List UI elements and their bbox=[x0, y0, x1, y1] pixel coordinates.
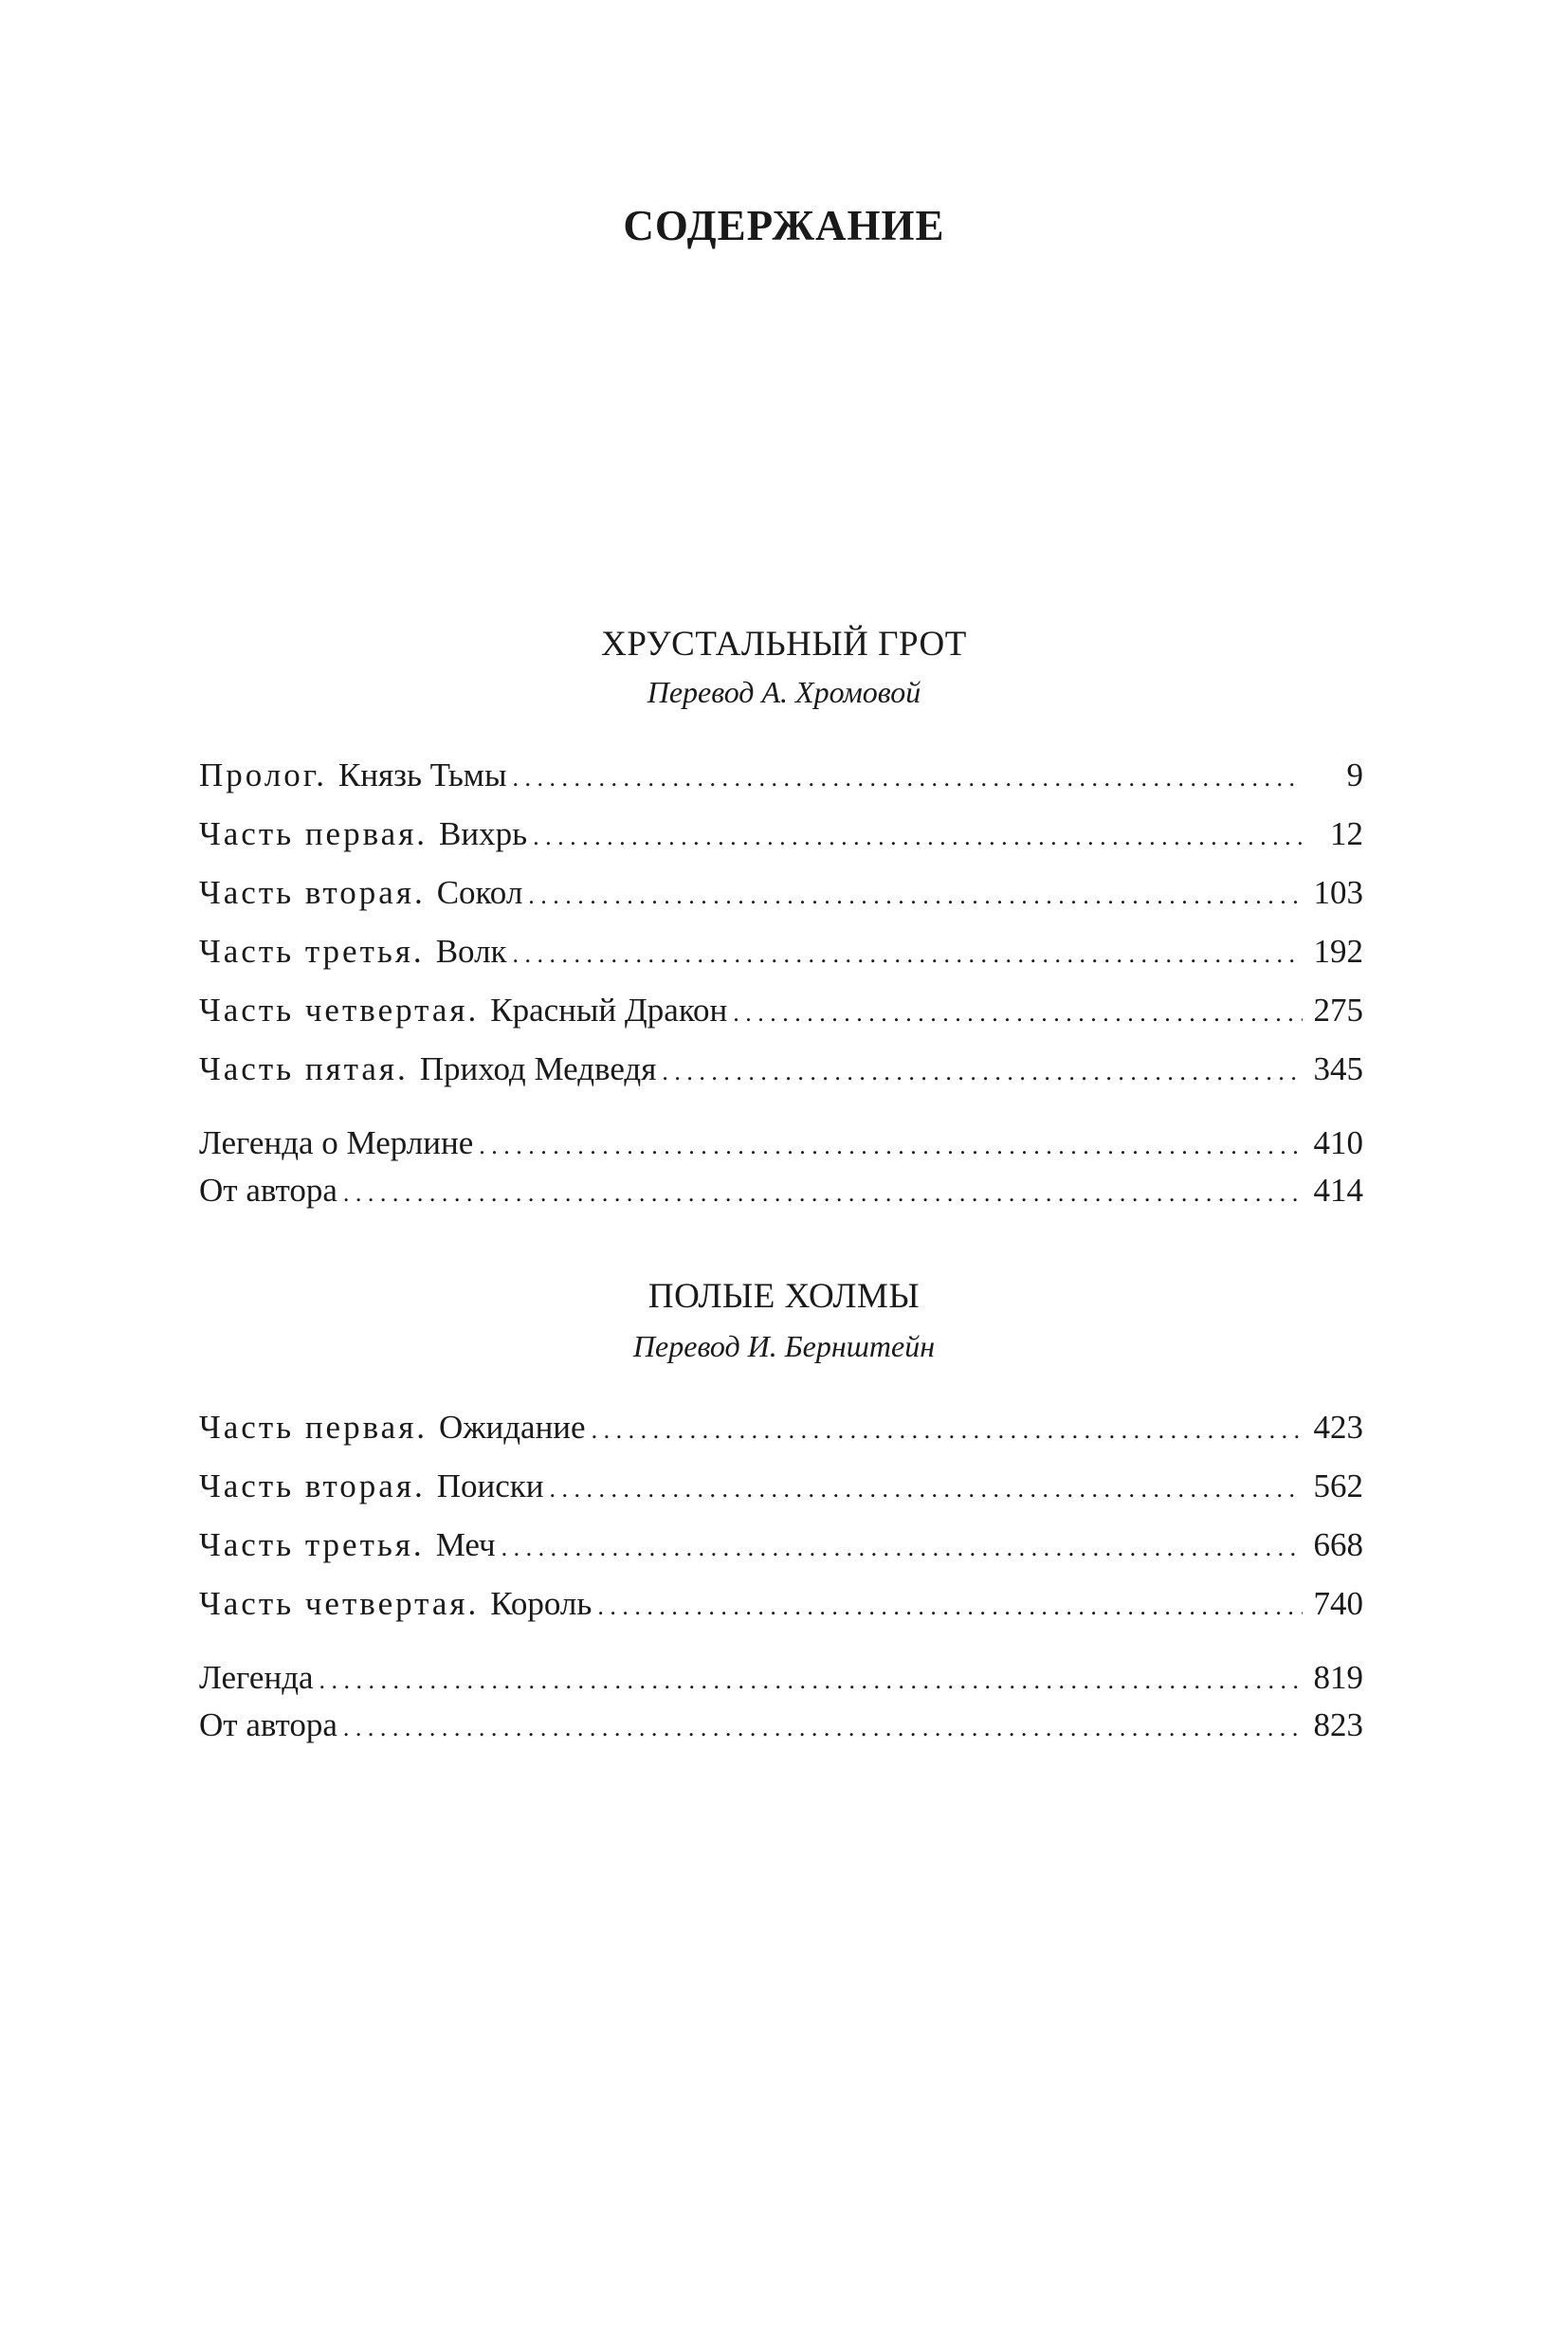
dot-leader bbox=[513, 935, 1303, 968]
toc-entry-title: От автора bbox=[199, 1172, 337, 1209]
toc-entry-title: Красный Дракон bbox=[490, 992, 728, 1029]
toc-entry-part: Часть четвертая. bbox=[199, 992, 480, 1029]
toc-entry-page: 9 bbox=[1346, 756, 1363, 793]
toc-entry-page: 410 bbox=[1313, 1124, 1363, 1161]
dot-leader bbox=[319, 1661, 1303, 1694]
toc-entry-title: Вихрь bbox=[439, 815, 528, 852]
dot-leader bbox=[549, 1469, 1303, 1503]
toc-entry-part-3[interactable] bbox=[199, 1528, 1363, 1561]
dot-leader bbox=[592, 1411, 1303, 1444]
toc-entry-part: Часть вторая. bbox=[199, 874, 426, 911]
dot-leader bbox=[733, 993, 1303, 1027]
toc-entry-part: Часть первая. bbox=[199, 1409, 428, 1446]
toc-entry-page: 562 bbox=[1313, 1467, 1363, 1504]
toc-entry-title: Легенда bbox=[199, 1659, 314, 1696]
dot-leader bbox=[343, 1174, 1303, 1207]
dot-leader bbox=[512, 758, 1303, 792]
toc-entry-part-3[interactable] bbox=[199, 935, 1363, 968]
toc-entry-legend[interactable] bbox=[199, 1661, 1363, 1694]
section-title-crystal-cave: ХРУСТАЛЬНЫЙ ГРОТ bbox=[601, 625, 967, 664]
toc-entry-title: Король bbox=[490, 1585, 593, 1622]
dot-leader bbox=[501, 1528, 1303, 1561]
page-title: СОДЕРЖАНИЕ bbox=[623, 202, 945, 249]
toc-entry-part: Часть пятая. bbox=[199, 1050, 409, 1087]
toc-entry-page: 12 bbox=[1330, 815, 1363, 852]
toc-entry-page: 740 bbox=[1313, 1585, 1363, 1622]
toc-entry-part: Часть первая. bbox=[199, 815, 428, 852]
toc-entry-part-1[interactable] bbox=[199, 1411, 1363, 1444]
toc-entry-page: 345 bbox=[1313, 1050, 1363, 1087]
toc-entry-page: 275 bbox=[1313, 992, 1363, 1029]
dot-leader bbox=[479, 1126, 1303, 1159]
toc-entry-part-1[interactable] bbox=[199, 817, 1363, 850]
toc-entry-part-2[interactable] bbox=[199, 1469, 1363, 1503]
toc-entry-title: Приход Медведя bbox=[419, 1050, 657, 1087]
toc-entry-part-4[interactable] bbox=[199, 993, 1363, 1027]
dot-leader bbox=[343, 1708, 1303, 1741]
toc-entry-part: Часть третья. bbox=[199, 1526, 425, 1563]
toc-entry-page: 668 bbox=[1313, 1526, 1363, 1563]
toc-entry-part: Пролог. bbox=[199, 756, 327, 793]
toc-entry-page: 414 bbox=[1313, 1172, 1363, 1209]
dot-leader bbox=[597, 1587, 1303, 1620]
dot-leader bbox=[533, 817, 1303, 850]
section-subtitle-crystal-cave: Перевод А. Хромовой bbox=[647, 675, 921, 709]
toc-entry-page: 819 bbox=[1313, 1659, 1363, 1696]
toc-entry-part: Часть третья. bbox=[199, 933, 425, 970]
toc-entry-title: Меч bbox=[435, 1526, 496, 1563]
toc-entry-page: 103 bbox=[1313, 874, 1363, 911]
toc-entry-title: От автора bbox=[199, 1706, 337, 1743]
dot-leader bbox=[662, 1052, 1303, 1085]
toc-entry-page: 823 bbox=[1313, 1706, 1363, 1743]
toc-entry-author-note-2[interactable] bbox=[199, 1708, 1363, 1741]
toc-entry-title: Волк bbox=[435, 933, 507, 970]
toc-entry-author-note-1[interactable] bbox=[199, 1174, 1363, 1207]
toc-entry-prologue[interactable] bbox=[199, 758, 1363, 792]
section-subtitle-hollow-hills: Перевод И. Бернштейн bbox=[632, 1329, 936, 1363]
toc-entry-part-4[interactable] bbox=[199, 1587, 1363, 1620]
toc-entry-page: 192 bbox=[1313, 933, 1363, 970]
section-title-hollow-hills: ПОЛЫЕ ХОЛМЫ bbox=[647, 1277, 921, 1316]
toc-entry-title: Легенда о Мерлине bbox=[199, 1124, 474, 1161]
toc-entry-part-2[interactable] bbox=[199, 876, 1363, 909]
toc-entry-title: Поиски bbox=[436, 1467, 544, 1504]
toc-entry-title: Ожидание bbox=[439, 1409, 586, 1446]
toc-entry-title: Сокол bbox=[436, 874, 523, 911]
toc-entry-legend-merlin[interactable] bbox=[199, 1126, 1363, 1159]
toc-entry-title: Князь Тьмы bbox=[337, 756, 507, 793]
toc-entry-part: Часть вторая. bbox=[199, 1467, 426, 1504]
toc-entry-page: 423 bbox=[1313, 1409, 1363, 1446]
dot-leader bbox=[528, 876, 1303, 909]
toc-entry-part-5[interactable] bbox=[199, 1052, 1363, 1085]
toc-entry-part: Часть четвертая. bbox=[199, 1585, 480, 1622]
